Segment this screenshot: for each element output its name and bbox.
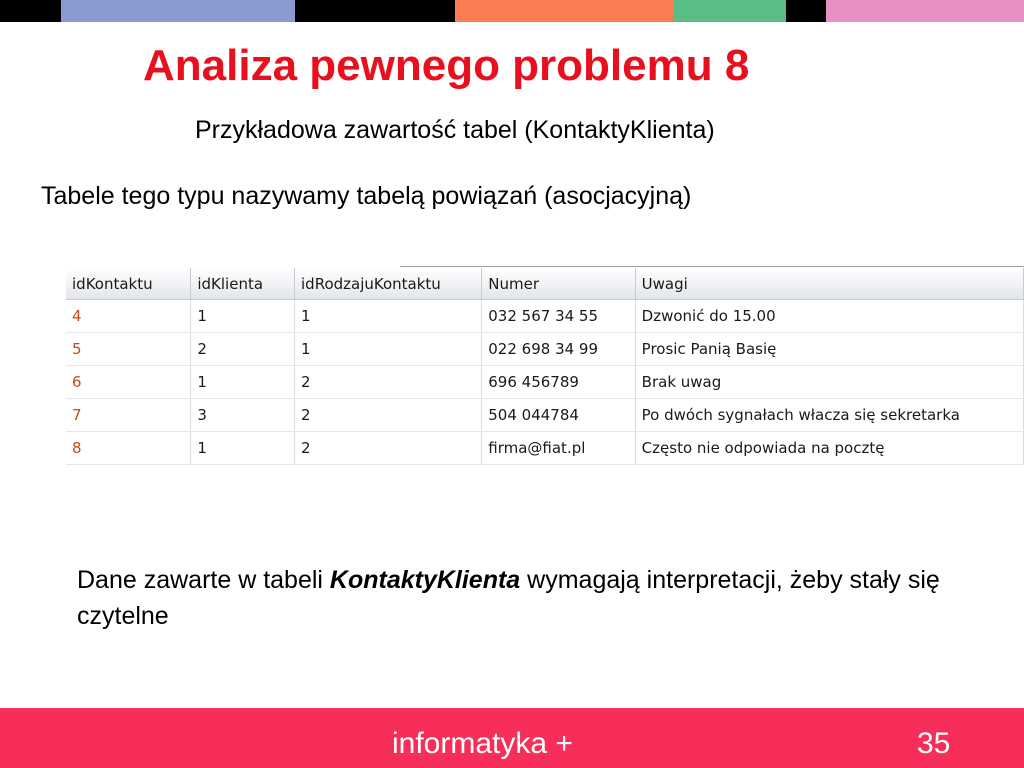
table-row (66, 399, 1024, 432)
table-cell: 5 (66, 333, 191, 366)
column-header: Numer (482, 268, 635, 300)
table-cell: firma@fiat.pl (482, 432, 635, 465)
table-cell: 2 (295, 366, 482, 399)
column-header: idKlienta (191, 268, 295, 300)
table-cell: Dzwonić do 15.00 (635, 300, 1023, 333)
note-text-end: wymagają interpretacji, żeby stały się czytelne (77, 566, 940, 630)
table-cell: 7 (66, 399, 191, 432)
table-top-border (400, 266, 1024, 267)
table-screenshot (66, 266, 1024, 466)
table-cell: 1 (191, 432, 295, 465)
page-title: Analiza pewnego problemu 8 (143, 41, 750, 90)
description-line: Tabele tego typu nazywamy tabelą powiązań (asocjacyjną) (41, 182, 692, 210)
footer-label: informatyka + (392, 727, 573, 760)
table-cell: 022 698 34 99 (482, 333, 635, 366)
table-cell: 504 044784 (482, 399, 635, 432)
table-row (66, 432, 1024, 465)
page-number: 35 (917, 727, 951, 760)
table-cell: 8 (66, 432, 191, 465)
note-paragraph (77, 562, 957, 634)
color-bar-segment (786, 0, 826, 22)
table-header-row (66, 268, 1024, 300)
subtitle: Przykładowa zawartość tabel (KontaktyKlienta) (195, 116, 715, 144)
table-cell: 3 (191, 399, 295, 432)
table-cell: 1 (191, 366, 295, 399)
column-header: Uwagi (635, 268, 1023, 300)
color-bar-segment (826, 0, 1024, 22)
color-bar-segment (673, 0, 786, 22)
color-bar-segment (295, 0, 455, 22)
table-cell: 2 (191, 333, 295, 366)
color-bar-segment (0, 0, 61, 22)
note-table-name: KontaktyKlienta (329, 566, 521, 594)
column-header: idRodzajuKontaktu (295, 268, 482, 300)
table-cell: 2 (295, 432, 482, 465)
table-cell: 4 (66, 300, 191, 333)
data-table (66, 268, 1024, 465)
table-cell: Brak uwag (635, 366, 1023, 399)
color-bar-segment (61, 0, 295, 22)
table-cell: 696 456789 (482, 366, 635, 399)
table-cell: 1 (191, 300, 295, 333)
table-cell: 032 567 34 55 (482, 300, 635, 333)
table-cell: Prosic Panią Basię (635, 333, 1023, 366)
footer-bar (0, 708, 1024, 768)
color-bar-segment (455, 0, 673, 22)
table-cell: 1 (295, 333, 482, 366)
color-bar (0, 0, 1024, 22)
table-cell: 2 (295, 399, 482, 432)
note-text-start: Dane zawarte w tabeli (77, 566, 330, 594)
table-cell: 1 (295, 300, 482, 333)
table-row (66, 300, 1024, 333)
table-cell: Po dwóch sygnałach włacza się sekretarka (635, 399, 1023, 432)
table-cell: Często nie odpowiada na pocztę (635, 432, 1023, 465)
table-cell: 6 (66, 366, 191, 399)
table-row (66, 333, 1024, 366)
table-row (66, 366, 1024, 399)
column-header: idKontaktu (66, 268, 191, 300)
